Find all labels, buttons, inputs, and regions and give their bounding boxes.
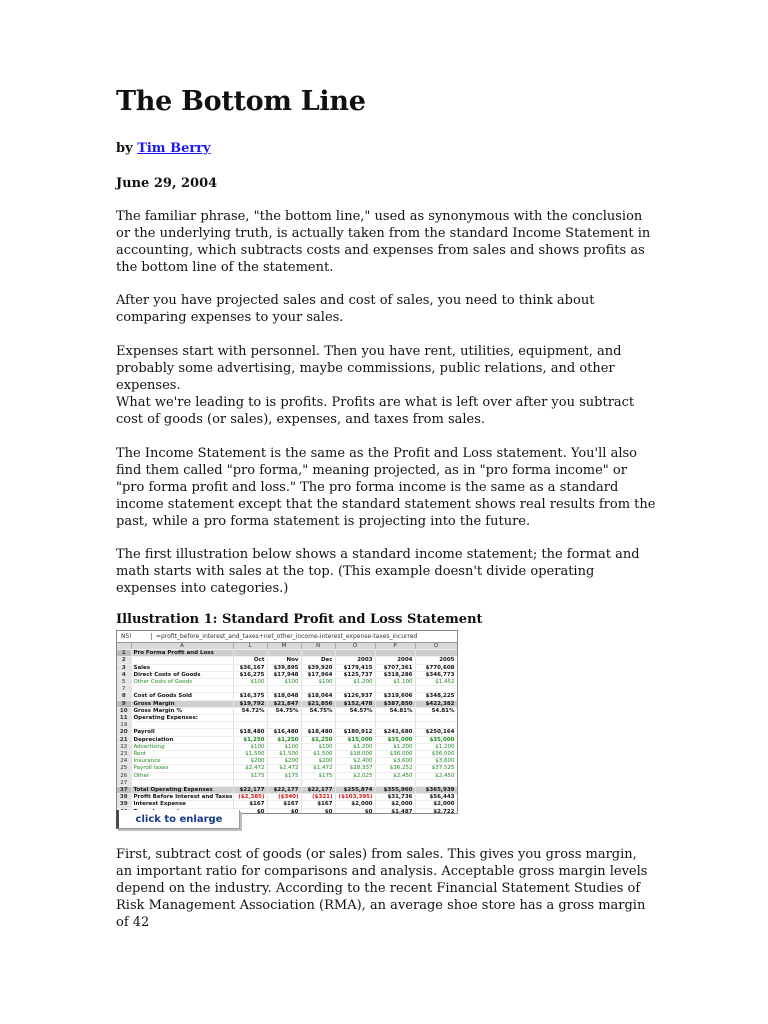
- table-cell: $200: [301, 758, 335, 765]
- row-number: 38: [117, 794, 131, 801]
- table-row: [117, 657, 457, 664]
- cell-reference: N5!: [117, 633, 152, 640]
- table-cell: $22,177: [301, 787, 335, 794]
- table-cell: [267, 722, 301, 729]
- table-cell: [233, 686, 267, 693]
- table-cell: $36,000: [415, 751, 457, 758]
- table-cell: $1,200: [375, 743, 415, 750]
- table-cell: $175: [267, 772, 301, 779]
- table-row: [117, 736, 457, 743]
- row-label: Advertising: [131, 743, 233, 750]
- row-label: Rent: [131, 751, 233, 758]
- table-cell: [415, 686, 457, 693]
- table-cell: 54.57%: [335, 707, 375, 714]
- table-cell: [301, 715, 335, 722]
- table-cell: [335, 686, 375, 693]
- table-row: [117, 787, 457, 794]
- table-cell: $21,847: [267, 700, 301, 707]
- row-label: [131, 779, 233, 786]
- table-cell: $39,920: [301, 664, 335, 671]
- table-cell: [267, 779, 301, 786]
- table-cell: 54.81%: [415, 707, 457, 714]
- spreadsheet-image[interactable]: [116, 630, 458, 814]
- row-number: 3: [117, 664, 131, 671]
- table-row: [117, 671, 457, 678]
- table-row: [117, 715, 457, 722]
- table-cell: $1,472: [301, 765, 335, 772]
- table-cell: $152,478: [335, 700, 375, 707]
- table-cell: $1,200: [335, 743, 375, 750]
- table-cell: [301, 722, 335, 729]
- table-cell: $35,000: [375, 736, 415, 743]
- table-row: [117, 801, 457, 808]
- row-label: Pro Forma Profit and Loss: [131, 650, 233, 657]
- table-cell: $1,500: [301, 751, 335, 758]
- table-cell: $22,177: [267, 787, 301, 794]
- table-cell: $1,500: [267, 751, 301, 758]
- table-cell: $175: [233, 772, 267, 779]
- row-label: Payroll taxes: [131, 765, 233, 772]
- table-cell: $3,600: [415, 758, 457, 765]
- table-row: [117, 686, 457, 693]
- column-header: [117, 643, 131, 650]
- row-label: Sales: [131, 664, 233, 671]
- row-number: 21: [117, 736, 131, 743]
- row-number: 1: [117, 650, 131, 657]
- formula-bar: [117, 631, 457, 643]
- table-cell: $37,525: [415, 765, 457, 772]
- table-cell: $100: [301, 679, 335, 686]
- row-number: 11: [117, 715, 131, 722]
- table-cell: [301, 686, 335, 693]
- table-cell: [375, 779, 415, 786]
- table-cell: $36,167: [233, 664, 267, 671]
- click-to-enlarge-button[interactable]: click to enlarge: [116, 810, 240, 829]
- table-cell: $1,200: [415, 743, 457, 750]
- table-cell: 54.75%: [301, 707, 335, 714]
- column-header: A: [131, 643, 233, 650]
- column-header: L: [233, 643, 267, 650]
- row-label: [131, 657, 233, 664]
- table-cell: $18,048: [267, 693, 301, 700]
- row-number: 9: [117, 700, 131, 707]
- table-row: [117, 693, 457, 700]
- table-cell: $319,606: [375, 693, 415, 700]
- table-cell: 2005: [415, 657, 457, 664]
- row-number: 39: [117, 801, 131, 808]
- table-row: [117, 743, 457, 750]
- table-cell: $100: [267, 743, 301, 750]
- table-cell: $167: [233, 801, 267, 808]
- table-cell: $200: [233, 758, 267, 765]
- table-cell: $318,286: [375, 671, 415, 678]
- table-cell: $180,912: [335, 729, 375, 736]
- table-cell: $250,164: [415, 729, 457, 736]
- table-cell: [267, 686, 301, 693]
- table-cell: $22,177: [233, 787, 267, 794]
- table-cell: $2,450: [375, 772, 415, 779]
- row-label: Depreciation: [131, 736, 233, 743]
- column-header: Q: [415, 643, 457, 650]
- table-row: [117, 707, 457, 714]
- table-cell: [335, 779, 375, 786]
- table-cell: $200: [267, 758, 301, 765]
- table-cell: $422,382: [415, 700, 457, 707]
- table-cell: [375, 722, 415, 729]
- table-cell: [375, 715, 415, 722]
- table-cell: $241,680: [375, 729, 415, 736]
- table-cell: $387,850: [375, 700, 415, 707]
- table-cell: $346,773: [415, 671, 457, 678]
- row-label: Other: [131, 772, 233, 779]
- table-row: [117, 794, 457, 801]
- row-number: 8: [117, 693, 131, 700]
- illustration-title: Illustration 1: Standard Profit and Loss Statement: [116, 612, 483, 627]
- table-cell: Oct: [233, 657, 267, 664]
- table-row: [117, 765, 457, 772]
- table-cell: $2,472: [267, 765, 301, 772]
- table-cell: $1,500: [233, 751, 267, 758]
- table-row: [117, 758, 457, 765]
- table-cell: $28,337: [335, 765, 375, 772]
- row-label: Other Costs of Goods: [131, 679, 233, 686]
- table-cell: $17,948: [267, 671, 301, 678]
- row-number: 26: [117, 772, 131, 779]
- row-label: Gross Margin %: [131, 707, 233, 714]
- table-row: [117, 772, 457, 779]
- row-label: Interest Expense: [131, 801, 233, 808]
- row-label: Operating Expenses:: [131, 715, 233, 722]
- row-label: Profit Before Interest and Taxes: [131, 794, 233, 801]
- table-cell: $18,064: [301, 693, 335, 700]
- author-link[interactable]: Tim Berry: [137, 141, 211, 156]
- table-cell: 54.81%: [375, 707, 415, 714]
- table-cell: Nov: [267, 657, 301, 664]
- table-cell: [335, 650, 375, 657]
- row-label: Insurance: [131, 758, 233, 765]
- table-cell: $100: [267, 679, 301, 686]
- table-cell: $17,964: [301, 671, 335, 678]
- byline: [116, 141, 211, 156]
- paragraph: The familiar phrase, "the bottom line," used as synonymous with the conclusion or the underlying truth, is actually taken from the standard Income Statement in accounting, which subtracts costs and expenses from sales and shows profits as the bottom line of the statement.: [116, 209, 651, 275]
- table-cell: [233, 779, 267, 786]
- table-cell: [233, 715, 267, 722]
- table-cell: $355,960: [375, 787, 415, 794]
- row-number: 19: [117, 722, 131, 729]
- row-number: 25: [117, 765, 131, 772]
- table-cell: $1,250: [301, 736, 335, 743]
- table-cell: $36,000: [375, 751, 415, 758]
- article-title: The Bottom Line: [116, 86, 366, 117]
- table-cell: $31,736: [375, 794, 415, 801]
- table-cell: 2003: [335, 657, 375, 664]
- table-cell: $2,000: [375, 801, 415, 808]
- table-cell: $126,937: [335, 693, 375, 700]
- row-number: 10: [117, 707, 131, 714]
- table-cell: 54.72%: [233, 707, 267, 714]
- table-cell: 54.75%: [267, 707, 301, 714]
- row-number: 37: [117, 787, 131, 794]
- table-cell: $2,722: [415, 808, 457, 814]
- column-header: M: [267, 643, 301, 650]
- row-number: 24: [117, 758, 131, 765]
- table-cell: $365,939: [415, 787, 457, 794]
- table-cell: [233, 650, 267, 657]
- table-cell: $19,792: [233, 700, 267, 707]
- table-cell: ($340): [267, 794, 301, 801]
- column-header: P: [375, 643, 415, 650]
- byline-prefix: by: [116, 141, 133, 156]
- table-row: [117, 679, 457, 686]
- table-cell: $36,252: [375, 765, 415, 772]
- table-cell: $18,480: [233, 729, 267, 736]
- table-cell: [267, 650, 301, 657]
- table-cell: $18,000: [335, 751, 375, 758]
- paragraph: Expenses start with personnel. Then you have rent, utilities, equipment, and probably some advertising, maybe commissions, public relations, and other expenses.: [116, 344, 622, 393]
- table-cell: $1,487: [375, 808, 415, 814]
- paragraph: After you have projected sales and cost of sales, you need to think about comparing expenses to your sales.: [116, 293, 595, 325]
- table-cell: [335, 715, 375, 722]
- row-number: 7: [117, 686, 131, 693]
- row-number: 4: [117, 671, 131, 678]
- table-cell: $16,480: [267, 729, 301, 736]
- table-cell: [375, 686, 415, 693]
- table-cell: [415, 722, 457, 729]
- table-cell: [301, 779, 335, 786]
- table-cell: $16,375: [233, 693, 267, 700]
- table-cell: $2,025: [335, 772, 375, 779]
- table-cell: [415, 715, 457, 722]
- table-cell: $770,608: [415, 664, 457, 671]
- row-label: [131, 686, 233, 693]
- table-cell: $2,000: [335, 801, 375, 808]
- paragraph: What we're leading to is profits. Profits are what is left over after you subtract cost of goods (or sales), expenses, and taxes from sales.: [116, 395, 635, 427]
- table-cell: $100: [233, 679, 267, 686]
- table-cell: $100: [301, 743, 335, 750]
- table-cell: $175: [301, 772, 335, 779]
- row-number: 23: [117, 751, 131, 758]
- table-cell: $2,000: [415, 801, 457, 808]
- row-label: Total Operating Expenses: [131, 787, 233, 794]
- paragraph: The first illustration below shows a standard income statement; the format and math starts with sales at the top. (This example doesn't divide operating expenses into categories.): [116, 547, 640, 596]
- table-cell: $15,000: [335, 736, 375, 743]
- table-cell: $1,452: [415, 679, 457, 686]
- table-cell: $1,250: [233, 736, 267, 743]
- table-row: [117, 650, 457, 657]
- table-row: [117, 779, 457, 786]
- table-cell: $18,480: [301, 729, 335, 736]
- table-cell: $179,415: [335, 664, 375, 671]
- row-label: [131, 722, 233, 729]
- table-cell: [233, 722, 267, 729]
- table-cell: [415, 650, 457, 657]
- row-number: 20: [117, 729, 131, 736]
- row-label: Payroll: [131, 729, 233, 736]
- table-cell: $1,250: [267, 736, 301, 743]
- formula-text: =profit_before_interest_and_taxes+net_other_income-interest_expense-taxes_incurred: [156, 633, 418, 640]
- table-cell: $1,100: [375, 679, 415, 686]
- table-cell: $167: [267, 801, 301, 808]
- row-label: Gross Margin: [131, 700, 233, 707]
- table-cell: $2,450: [415, 772, 457, 779]
- table-cell: 2004: [375, 657, 415, 664]
- table-cell: $16,275: [233, 671, 267, 678]
- table-cell: $125,737: [335, 671, 375, 678]
- table-cell: $2,472: [233, 765, 267, 772]
- table-cell: $255,874: [335, 787, 375, 794]
- row-label: Direct Costs of Goods: [131, 671, 233, 678]
- column-header: O: [335, 643, 375, 650]
- table-row: [117, 700, 457, 707]
- table-cell: [335, 722, 375, 729]
- table-cell: ($2,385): [233, 794, 267, 801]
- paragraph: First, subtract cost of goods (or sales) from sales. This gives you gross margin, an important ratio for comparisons and analysis. Acceptable gross margin levels depend on the industry. According to the recent Financial Statement Studies of Risk Management Association (RMA), an average shoe store has a gross margin of 42: [116, 847, 648, 930]
- table-cell: $0: [335, 808, 375, 814]
- column-header: N: [301, 643, 335, 650]
- table-cell: [375, 650, 415, 657]
- publish-date: June 29, 2004: [116, 176, 218, 191]
- table-cell: ($321): [301, 794, 335, 801]
- table-cell: $2,400: [335, 758, 375, 765]
- table-cell: $0: [233, 808, 267, 814]
- table-cell: [267, 715, 301, 722]
- table-cell: $100: [233, 743, 267, 750]
- table-cell: $3,600: [375, 758, 415, 765]
- pl-table: [117, 643, 458, 814]
- paragraph: The Income Statement is the same as the Profit and Loss statement. You'll also find them called "pro forma," meaning projected, as in "pro forma income" or "pro forma profit and loss." The pro forma income is the same as a standard income statement except that the standard statement shows real results from the past, while a pro forma statement is projecting into the future.: [116, 446, 656, 529]
- row-number: 2: [117, 657, 131, 664]
- table-row: [117, 664, 457, 671]
- table-cell: $348,225: [415, 693, 457, 700]
- table-cell: ($103,395): [335, 794, 375, 801]
- row-number: 22: [117, 743, 131, 750]
- table-cell: $167: [301, 801, 335, 808]
- table-cell: $1,200: [335, 679, 375, 686]
- table-row: [117, 729, 457, 736]
- table-cell: $56,443: [415, 794, 457, 801]
- row-number: 5: [117, 679, 131, 686]
- table-row: [117, 722, 457, 729]
- table-cell: $35,000: [415, 736, 457, 743]
- table-cell: $0: [267, 808, 301, 814]
- table-cell: $21,856: [301, 700, 335, 707]
- table-cell: $39,895: [267, 664, 301, 671]
- table-cell: $707,361: [375, 664, 415, 671]
- row-number: 27: [117, 779, 131, 786]
- table-cell: Dec: [301, 657, 335, 664]
- table-cell: [415, 779, 457, 786]
- table-cell: [301, 650, 335, 657]
- row-label: Cost of Goods Sold: [131, 693, 233, 700]
- table-row: [117, 751, 457, 758]
- table-cell: $0: [301, 808, 335, 814]
